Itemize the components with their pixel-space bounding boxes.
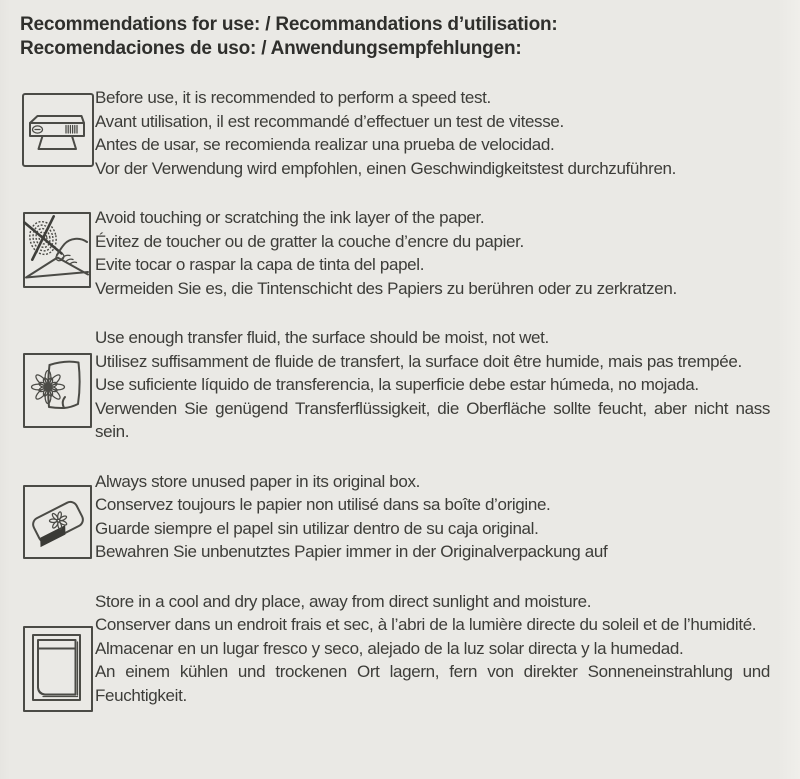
instruction-de: An einem kühlen und trockenen Ort lagern, fern von direkter Sonneneinstrahlung und Feuchtigkeit.: [95, 662, 770, 705]
section-speed-test: [0, 86, 800, 180]
instruction-text-block: [95, 470, 770, 564]
instruction-de: Bewahren Sie unbenutztes Papier immer in der Originalverpackung auf: [95, 542, 608, 561]
section-avoid-touching: [0, 206, 800, 300]
instruction-en: Use enough transfer fluid, the surface should be moist, not wet.: [95, 328, 549, 347]
instruction-de: Vor der Verwendung wird empfohlen, einen Geschwindigkeitstest durchzuführen.: [95, 158, 677, 178]
printer-icon: [21, 92, 95, 168]
instruction-en: Store in a cool and dry place, away from direct sunlight and moisture.: [95, 591, 592, 611]
instruction-text-block: [95, 326, 770, 444]
instruction-fr: Avant utilisation, il est recommandé d’effectuer un test de vitesse.: [95, 111, 564, 131]
storage-box-icon: [21, 483, 95, 561]
title-line-es-de: Recomendaciones de uso: / Anwendungsempfehlungen:: [20, 38, 522, 59]
instruction-de: Verwenden Sie genügend Transferflüssigkeit, die Oberfläche sollte feucht, aber nicht nass sein.: [95, 398, 770, 441]
instruction-es: Use suficiente líquido de transferencia, la superficie debe estar húmeda, no mojada.: [95, 375, 699, 394]
no-touch-fingerprint-icon: [21, 211, 95, 289]
moist-transfer-sheet-icon: [21, 351, 95, 431]
instruction-fr: Conserver dans un endroit frais et sec, à l’abri de la lumière directe du soleil et de l’humidité.: [95, 615, 757, 634]
instruction-en: Avoid touching or scratching the ink layer of the paper.: [95, 208, 485, 227]
paper-in-box-icon: [21, 624, 95, 714]
instruction-de: Vermeiden Sie es, die Tintenschicht des Papiers zu berühren oder zu zerkratzen.: [95, 278, 677, 298]
instruction-en: Before use, it is recommended to perform a speed test.: [95, 88, 491, 107]
instruction-text-block: [95, 86, 770, 180]
instruction-es: Antes de usar, se recomienda realizar una prueba de velocidad.: [95, 135, 555, 154]
instruction-es: Evite tocar o raspar la capa de tinta del papel.: [95, 255, 425, 274]
instruction-text-block: [95, 206, 770, 300]
instruction-text-block: [95, 590, 770, 708]
instruction-fr: Conservez toujours le papier non utilisé dans sa boîte d’origine.: [95, 495, 551, 514]
instruction-es: Guarde siempre el papel sin utilizar dentro de su caja original.: [95, 518, 539, 538]
instruction-fr: Évitez de toucher ou de gratter la couche d’encre du papier.: [95, 231, 524, 251]
instruction-fr: Utilisez suffisamment de fluide de transfert, la surface doit être humide, mais pas trempée.: [95, 351, 742, 371]
section-transfer-fluid: [0, 326, 800, 444]
instruction-es: Almacenar en un lugar fresco y seco, alejado de la luz solar directa y la humedad.: [95, 638, 684, 658]
section-cool-dry-place: [0, 590, 800, 708]
page-title: [0, 0, 800, 61]
instruction-en: Always store unused paper in its original box.: [95, 471, 421, 491]
title-line-en-fr: Recommendations for use: / Recommandations d’utilisation:: [20, 14, 558, 35]
section-original-box: [0, 470, 800, 564]
